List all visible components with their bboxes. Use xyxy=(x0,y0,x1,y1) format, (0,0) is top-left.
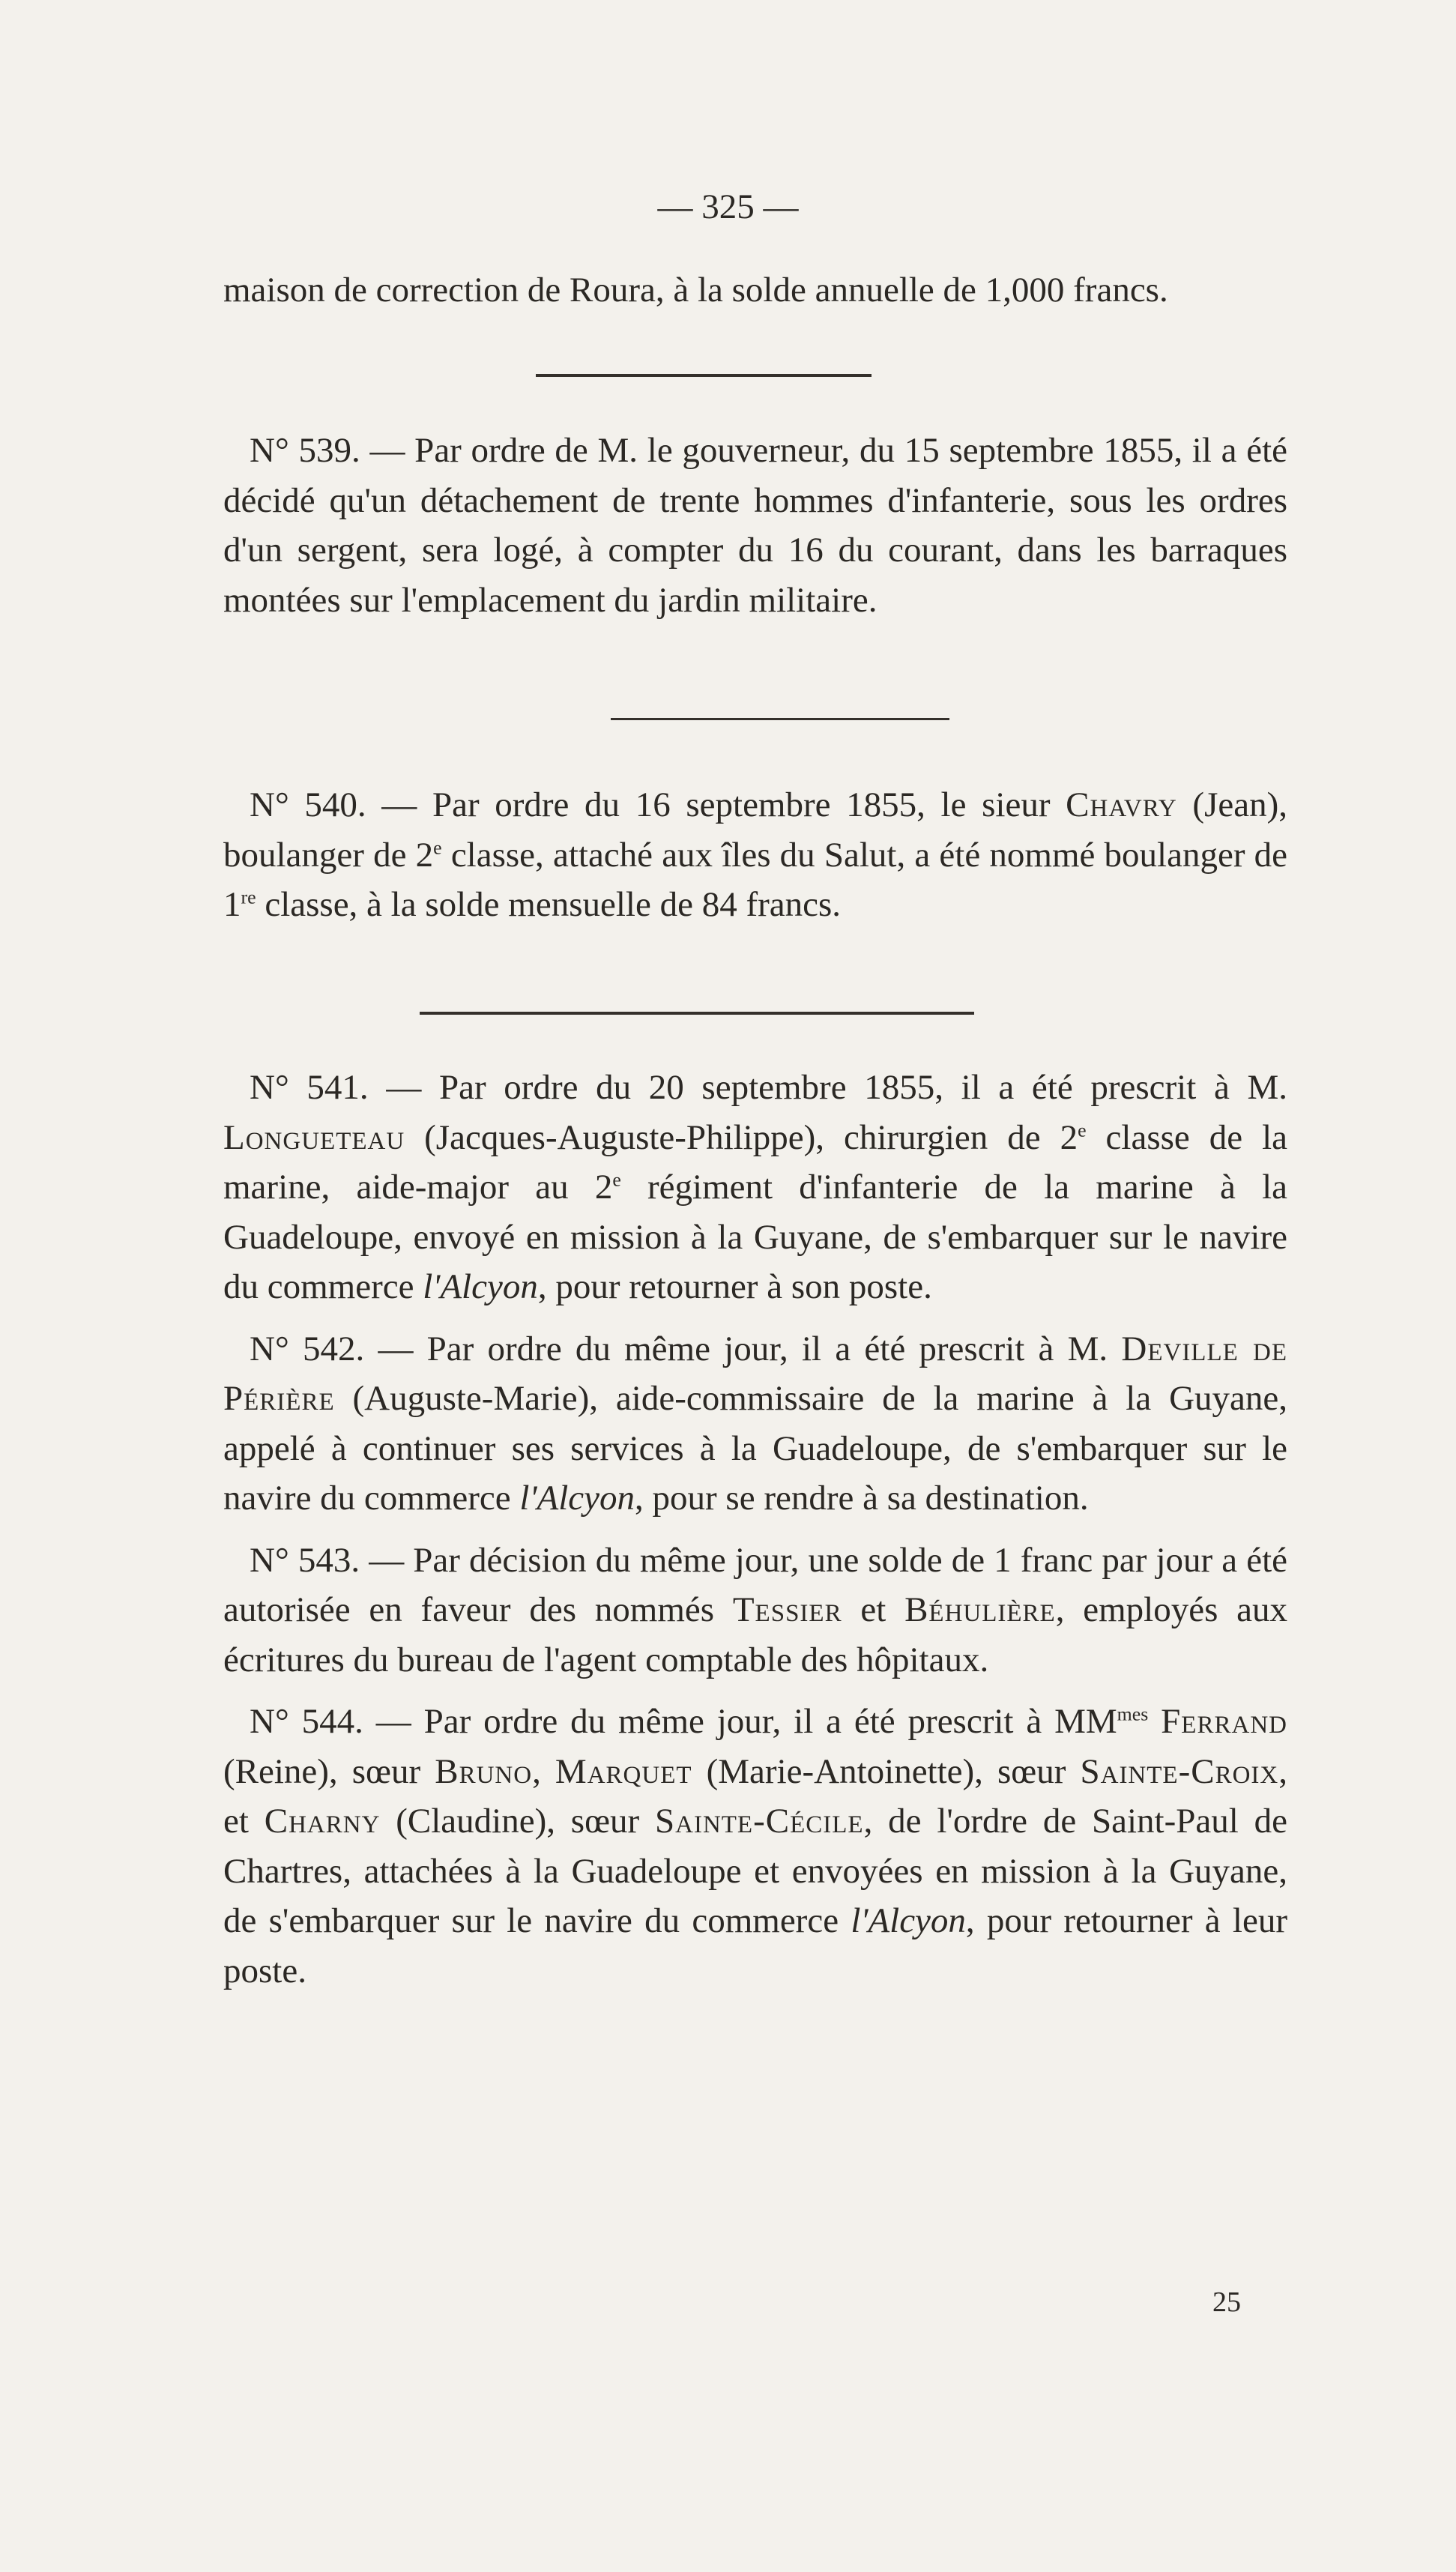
entry-text: , de l'ordre de Saint-Paul de Chartres, attachées à la Guadeloupe et envoyées en mission à la Guyane, de s'embarquer sur le navire du commerce xyxy=(223,1802,1287,1940)
superscript: mes xyxy=(1117,1703,1149,1725)
entry-text: — Par ordre du même jour, il a été prescrit à M. xyxy=(378,1329,1108,1368)
entry-text: , pour retourner à son poste. xyxy=(537,1267,932,1306)
entry-text: (Marie-Antoinette), sœur xyxy=(706,1751,1066,1791)
person-name: Ferrand xyxy=(1161,1702,1287,1741)
person-name: Béhulière xyxy=(904,1590,1056,1629)
entry-text: — Par ordre du 20 septembre 1855, il a été prescrit à M. xyxy=(386,1068,1288,1107)
superscript: e xyxy=(612,1168,621,1191)
entry-text: classe de la marine, aide-major au 2 xyxy=(223,1117,1288,1207)
intro-text: maison de correction de Roura, à la solde annuelle de 1,000 francs. xyxy=(223,271,1168,310)
entry-number: N° 542. xyxy=(250,1329,365,1368)
entry-text: (Jacques-Auguste-Philippe), chirurgien de 2 xyxy=(424,1117,1078,1157)
person-name: Marquet xyxy=(555,1751,692,1791)
entry-number: N° 540. xyxy=(250,785,366,824)
entry-text: — Par ordre de M. le gouverneur, du 15 septembre 1855, il a été décidé qu'un détachement de trente hommes d'infanterie, sous les ordres d'un sergent, sera logé, à compter du 16 du courant, dans les barraques montées sur l'emplacement du jardin militaire. xyxy=(223,431,1287,620)
superscript: re xyxy=(241,886,256,908)
entry-text: (Reine), sœur xyxy=(223,1751,421,1791)
entry-number: N° 541. xyxy=(250,1068,369,1107)
entry-text: , et xyxy=(223,1751,1287,1841)
entry-539 xyxy=(223,426,1287,625)
entry-text: (Jean), boulanger de 2 xyxy=(223,785,1287,875)
entry-text: (Auguste-Marie), aide-commissaire de la marine à la Guyane, appelé à continuer ses services à la Guadeloupe, de s'embarquer sur le navire du commerce xyxy=(223,1379,1287,1518)
signature-mark: 25 xyxy=(1212,2286,1241,2318)
person-name: Longueteau xyxy=(223,1117,405,1157)
entry-text: — Par décision du même jour, une solde de 1 franc par jour a été autorisée en faveur des nommés xyxy=(223,1540,1287,1629)
entry-text: , pour retourner à leur poste. xyxy=(223,1901,1287,1990)
entry-text: régiment d'infanterie de la marine à la Guadeloupe, envoyé en mission à la Guyane, de s'embarquer sur le navire du commerce xyxy=(223,1168,1287,1306)
entry-text: — Par ordre du même jour, il a été prescrit à MM xyxy=(375,1702,1117,1741)
entry-text: — Par ordre du 16 septembre 1855, le sieur xyxy=(381,785,1051,824)
entry-number: N° 543. xyxy=(250,1540,360,1580)
ship-name: l'Alcyon xyxy=(851,1901,966,1940)
superscript: e xyxy=(433,836,442,858)
entry-text: , pour se rendre à sa destination. xyxy=(635,1479,1089,1518)
entry-text: classe, à la solde mensuelle de 84 francs. xyxy=(256,885,842,924)
entries-541-544 xyxy=(223,1063,1287,1996)
entry-542 xyxy=(223,1324,1287,1524)
person-name: Sainte-Croix xyxy=(1080,1751,1279,1791)
person-name: Sainte-Cécile xyxy=(654,1802,864,1841)
separator-rule-2 xyxy=(611,718,949,720)
entry-text: , xyxy=(532,1751,541,1791)
entry-text: , employés aux écritures du bureau de l'agent comptable des hôpitaux. xyxy=(223,1590,1288,1679)
entry-541 xyxy=(223,1063,1287,1312)
entry-number: N° 544. xyxy=(250,1702,363,1741)
ship-name: l'Alcyon xyxy=(519,1479,635,1518)
person-name: Bruno xyxy=(435,1751,533,1791)
person-name: Deville de Périère xyxy=(223,1329,1287,1418)
superscript: e xyxy=(1078,1118,1087,1141)
entry-543 xyxy=(223,1536,1287,1685)
entry-number: N° 539. xyxy=(250,431,360,470)
entry-544 xyxy=(223,1697,1287,1996)
intro-paragraph xyxy=(223,265,1287,316)
separator-rule-1 xyxy=(536,374,872,377)
entry-text: et xyxy=(860,1590,886,1629)
entry-540 xyxy=(223,780,1287,930)
person-name: Chavry xyxy=(1066,785,1177,824)
entry-text: classe, attaché aux îles du Salut, a été nommé boulanger de 1 xyxy=(223,835,1288,924)
ship-name: l'Alcyon xyxy=(423,1267,538,1306)
page-header: — 325 — xyxy=(657,187,799,226)
person-name: Charny xyxy=(264,1802,381,1841)
person-name: Tessier xyxy=(732,1590,842,1629)
entry-text: (Claudine), sœur xyxy=(396,1802,640,1841)
separator-rule-3 xyxy=(420,1012,974,1015)
